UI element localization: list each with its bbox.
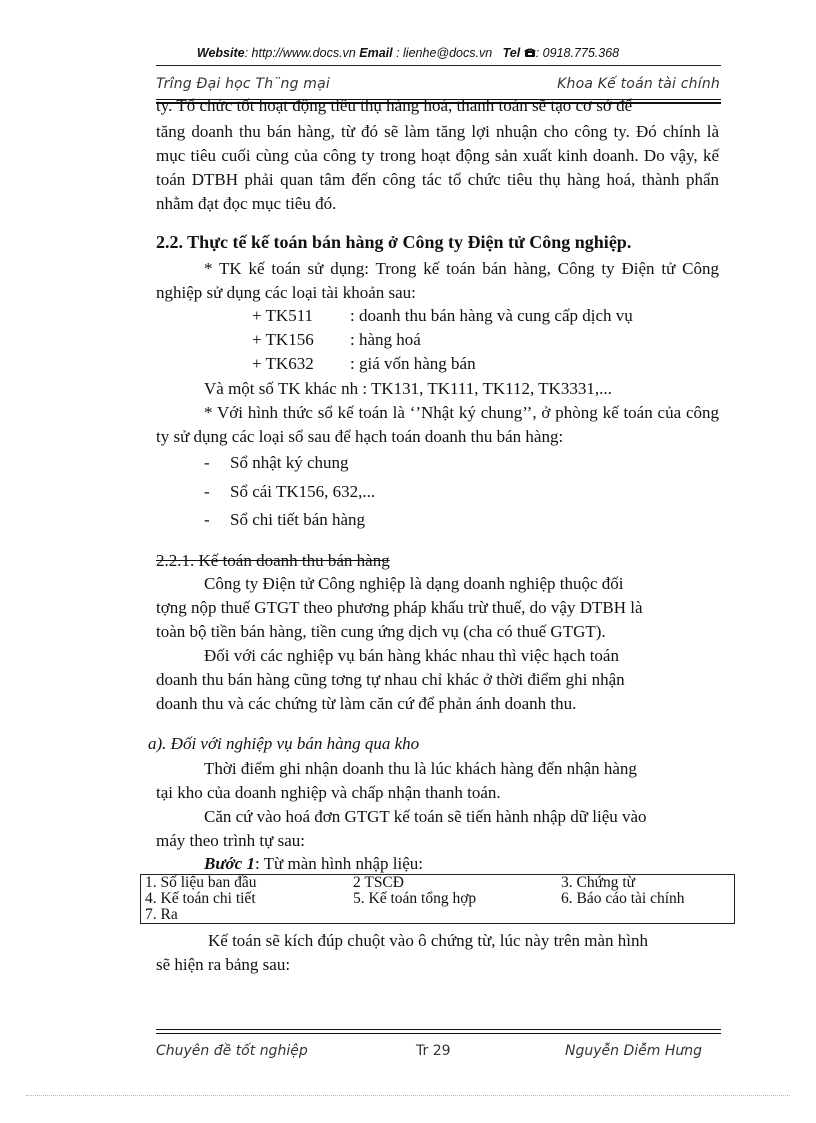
other-accounts: Và một số TK khác nh : TK131, TK111, TK112, TK3331,...: [204, 379, 612, 398]
footer-right: Nguyễn Diễm Hưng: [565, 1043, 702, 1059]
s221-p2-line1: Đối với các nghiệp vụ bán hàng khác nhau thì việc hạch toán: [204, 646, 619, 665]
sa-p2-line2: máy theo trình tự sau:: [156, 831, 305, 850]
table-row: [141, 891, 735, 907]
book-sales-detail: Sổ chi tiết bán hàng: [230, 510, 366, 529]
website-label: Website: [196, 46, 245, 60]
email-label: Email: [359, 46, 393, 60]
after-table-line2: sẽ hiện ra bảng sau:: [156, 955, 291, 974]
sa-p1-line2: tại kho của doanh nghiệp và chấp nhận thanh toán.: [156, 783, 501, 802]
account-code-156: + TK156: [252, 330, 314, 349]
phone-icon: [524, 47, 536, 61]
menu-item-detail-accounting[interactable]: 4. Kế toán chi tiết: [145, 890, 256, 907]
menu-item-fixed-assets[interactable]: 2 TSCĐ: [353, 874, 404, 891]
menu-table: [140, 874, 735, 924]
step-label: Bước 1: [204, 854, 255, 873]
account-desc-632: : giá vốn hàng bán: [350, 354, 476, 373]
section-a-heading: a). Đối với nghiệp vụ bán hàng qua kho: [148, 734, 420, 753]
table-cell: [349, 907, 557, 924]
tel-label: Tel: [502, 46, 521, 60]
list-item: [204, 451, 349, 475]
books-intro: * Với hình thức sổ kế toán là ‘’Nhật ký chung’’, ở phòng kế toán của công ty sử dụng các loại sổ sau để hạch toán doanh thu bán hàng:: [156, 403, 719, 446]
tel-value: : 0918.775.368: [535, 46, 620, 60]
page-edge-divider: [26, 1095, 790, 1096]
menu-item-vouchers[interactable]: 3. Chứng từ: [561, 874, 636, 891]
menu-item-general-accounting[interactable]: 5. Kế toán tổng hợp: [353, 890, 477, 907]
section-2-2-heading: 2.2. Thực tế kế toán bán hàng ở Công ty Điện tử Công nghiệp.: [156, 232, 632, 252]
tk-intro: * TK kế toán sử dụng: Trong kế toán bán hàng, Công ty Điện tử Công nghiệp sử dụng các loại tài khoản sau:: [156, 259, 719, 302]
bullet-dash: -: [204, 482, 210, 501]
book-general-journal: Sổ nhật ký chung: [230, 453, 349, 472]
s221-p1-line1: Công ty Điện tử Công nghiệp là dạng doanh nghiệp thuộc đối: [204, 574, 624, 593]
s221-p2-line3: doanh thu và các chứng từ làm căn cứ để phản ánh doanh thu.: [156, 694, 577, 713]
list-item: [204, 508, 365, 532]
header-right: Khoa Kế toán tài chính: [557, 76, 720, 92]
sa-p2-line1: Căn cứ vào hoá đơn GTGT kế toán sẽ tiến hành nhập dữ liệu vào: [204, 807, 647, 826]
account-code-511: + TK511: [252, 306, 314, 325]
table-row: [141, 875, 735, 892]
footer-rule-1: [156, 1029, 721, 1030]
header-left: Trîng Ðại học Th¨ng mại: [156, 76, 331, 92]
account-code-632: + TK632: [252, 354, 314, 373]
website-url[interactable]: : http://www.docs.vn: [244, 46, 356, 60]
menu-item-raw-data[interactable]: 1. Số liệu ban đầu: [145, 874, 257, 891]
s221-p2-line2: doanh thu bán hàng cũng tơng tự nhau chỉ khác ở thời điểm ghi nhận: [156, 670, 625, 689]
website-bar: [0, 46, 816, 61]
list-item: [204, 480, 375, 504]
sa-p1-line1: Thời điểm ghi nhận doanh thu là lúc khách hàng đến nhận hàng: [204, 759, 637, 778]
step-text: : Từ màn hình nhập liệu:: [254, 854, 423, 873]
account-desc-156: : hàng hoá: [350, 330, 421, 349]
s221-p1-line2: tợng nộp thuế GTGT theo phương pháp khấu trừ thuế, do vậy DTBH là: [156, 598, 643, 617]
email-value[interactable]: : lienhe@docs.vn: [392, 46, 493, 60]
website-underline: [156, 65, 721, 66]
after-table-line1: Kế toán sẽ kích đúp chuột vào ô chứng từ, lúc này trên màn hình: [208, 931, 649, 950]
table-cell: [557, 907, 735, 924]
table-row: [141, 907, 735, 924]
intro-first-line: ty. Tổ chức tốt hoạt động tiêu thụ hàng hoá, thanh toán sẽ tạo cơ sở để: [156, 96, 633, 115]
footer-left: Chuyên đề tốt nghiệp: [156, 1043, 308, 1059]
menu-item-exit[interactable]: 7. Ra: [145, 906, 178, 923]
s221-p1-line3: toàn bộ tiền bán hàng, tiền cung ứng dịch vụ (cha có thuế GTGT).: [156, 622, 606, 641]
menu-item-financial-report[interactable]: 6. Báo cáo tài chính: [561, 890, 685, 907]
page-number: Tr 29: [416, 1043, 451, 1059]
footer-rule-2: [156, 1033, 721, 1034]
section-2-2-1-heading: 2.2.1. Kế toán doanh thu bán hàng: [156, 551, 390, 570]
intro-paragraph: tăng doanh thu bán hàng, từ đó sẽ làm tăng lợi nhuận cho công ty. Đó chính là mục tiêu cuối cùng của công ty trong hoạt động sản xuất kinh doanh. Do vậy, kế toán DTBH phải quan tâm đến công tác tổ chức tiêu thụ hàng hoá, thành phẩn nhằm đạt đọc mục tiêu đó.: [156, 122, 719, 213]
bullet-dash: -: [204, 510, 210, 529]
step-1: [204, 852, 423, 876]
book-ledger: Sổ cái TK156, 632,...: [230, 482, 376, 501]
account-desc-511: : doanh thu bán hàng và cung cấp dịch vụ: [350, 306, 633, 325]
bullet-dash: -: [204, 453, 210, 472]
